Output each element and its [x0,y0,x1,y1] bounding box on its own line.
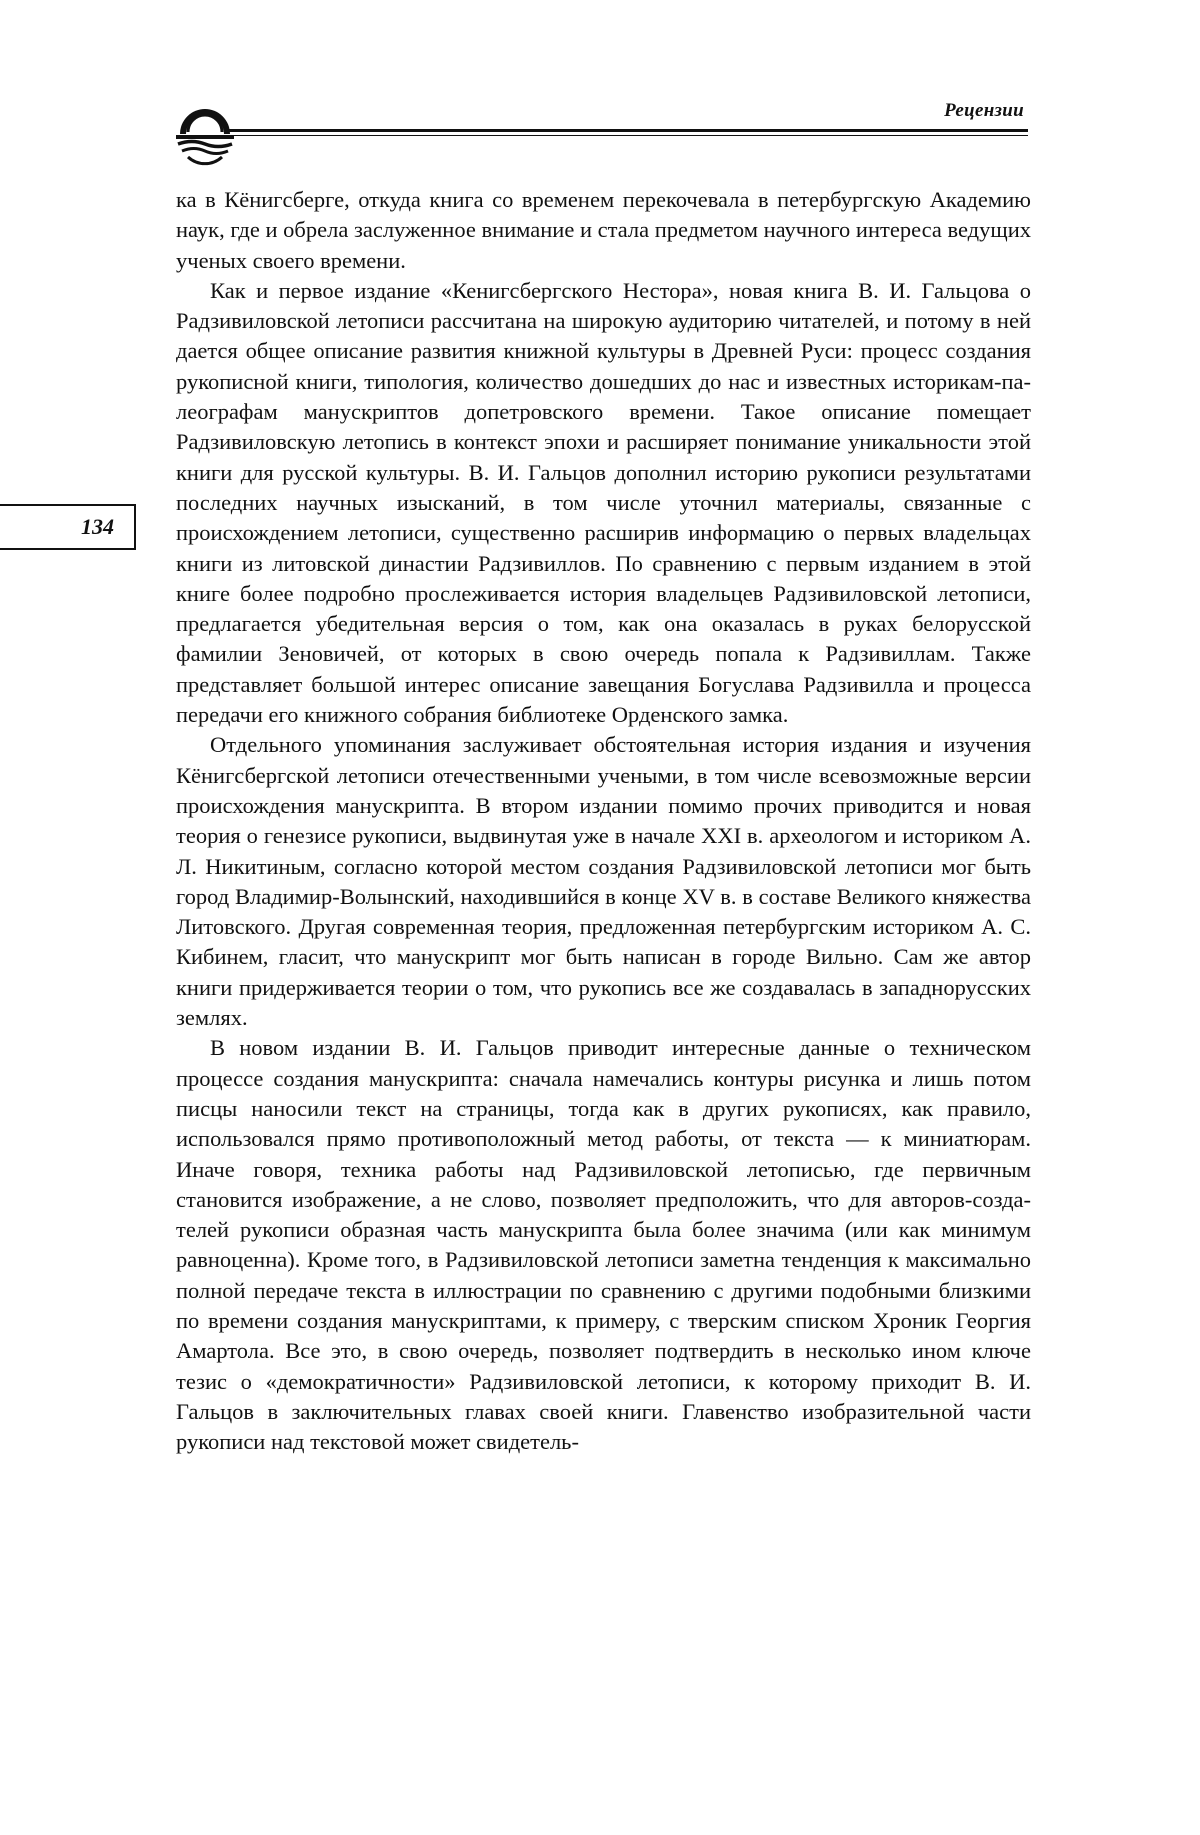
paragraph: В новом издании В. И. Гальцов приводит интересные данные о техническом процессе создания манускрипта: сначала намечались контуры рисунка и лишь потом писцы наносили текст на страницы, тогда как в других рукописях, как правило, использовался прямо противоположный метод работы, от текста — к миниатюрам. Иначе говоря, техника работы над Радзивиловской летописью, где первичным становится изображение, а не слово, позволяет предположить, что для авторов-создателей рукописи образная часть манускрипта была более значима (или как минимум равноценна). Кроме того, в Радзивиловской летописи заметна тенденция к максимально полной передаче текста в иллюстрации по сравнению с другими подобными близкими по времени создания манускриптами, к примеру, с тверским списком Хроник Георгия Амартола. Все это, в свою очередь, позволяет подтвердить в несколько ином ключе тезис о «демократичности» Радзивиловской летописи, к которому приходит В. И. Гальцов в заключительных главах своей книги. Главенство изобразительной части рукописи над текстовой может свидетель- [176,1035,1031,1455]
paragraph: Как и первое издание «Кенигсбергского Нестора», новая книга В. И. Гальцова о Радзивиловской летописи рассчитана на широкую аудиторию читателей, и потому в ней дается общее описание развития книжной культуры в Древней Руси: процесс создания рукописной книги, типология, количество дошедших до нас и известных историкам-палеографам манускриптов допетровского времени. Такое описание помещает Радзивиловскую летопись в контекст эпохи и расширяет понимание уникальности этой книги для русской культуры. В. И. Гальцов дополнил историю рукописи результатами последних научных изысканий, в том числе уточнил материалы, связанные с происхождением летописи, существенно расширив информацию о первых владельцах книги из литовской династии Радзивиллов. По сравнению с первым изданием в этой книге более подробно прослеживается история владельцев Радзивиловской летописи, предлагается убедительная версия о том, как она оказалась в руках белорусской фамилии Зеновичей, от которых в свою очередь попала к Радзивиллам. Также представляет большой интерес описание завещания Богуслава Радзивилла и процесса передачи его книжного собрания библиотеке Орденского замка. [176,277,1031,728]
page-number-tab [0,504,136,550]
body-text [176,185,1031,1457]
paragraph: ка в Кёнигсберге, откуда книга со временем перекочевала в петербургскую Академию наук, где и обрела заслуженное внимание и стала предметом научного интереса ведущих ученых своего времени. [176,187,1031,273]
section-label: Рецензии [944,100,1024,121]
header-rule-thick [228,129,1028,132]
page-number: 134 [81,514,114,539]
header-rule-thin [232,135,1028,136]
paragraph: Отдельного упоминания заслуживает обстоятельная история издания и изучения Кёнигсбергской летописи отечественными учеными, в том числе всевозможные версии происхождения манускрипта. В втором издании помимо прочих приводится и новая теория о генезисе рукописи, выдвинутая уже в начале XXI в. археологом и историком А. Л. Никитиным, согласно которой местом создания Радзивиловской летописи мог быть город Владимир-Волынский, находившийся в конце XV в. в составе Великого княжества Литовского. Другая современная теория, предложенная петербургским историком А. С. Кибинем, гласит, что манускрипт мог быть написан в городе Вильно. Сам же автор книги придерживается теории о том, что рукопись все же создавалась в западнорусских землях. [176,732,1031,1031]
journal-logo-icon [174,104,236,166]
